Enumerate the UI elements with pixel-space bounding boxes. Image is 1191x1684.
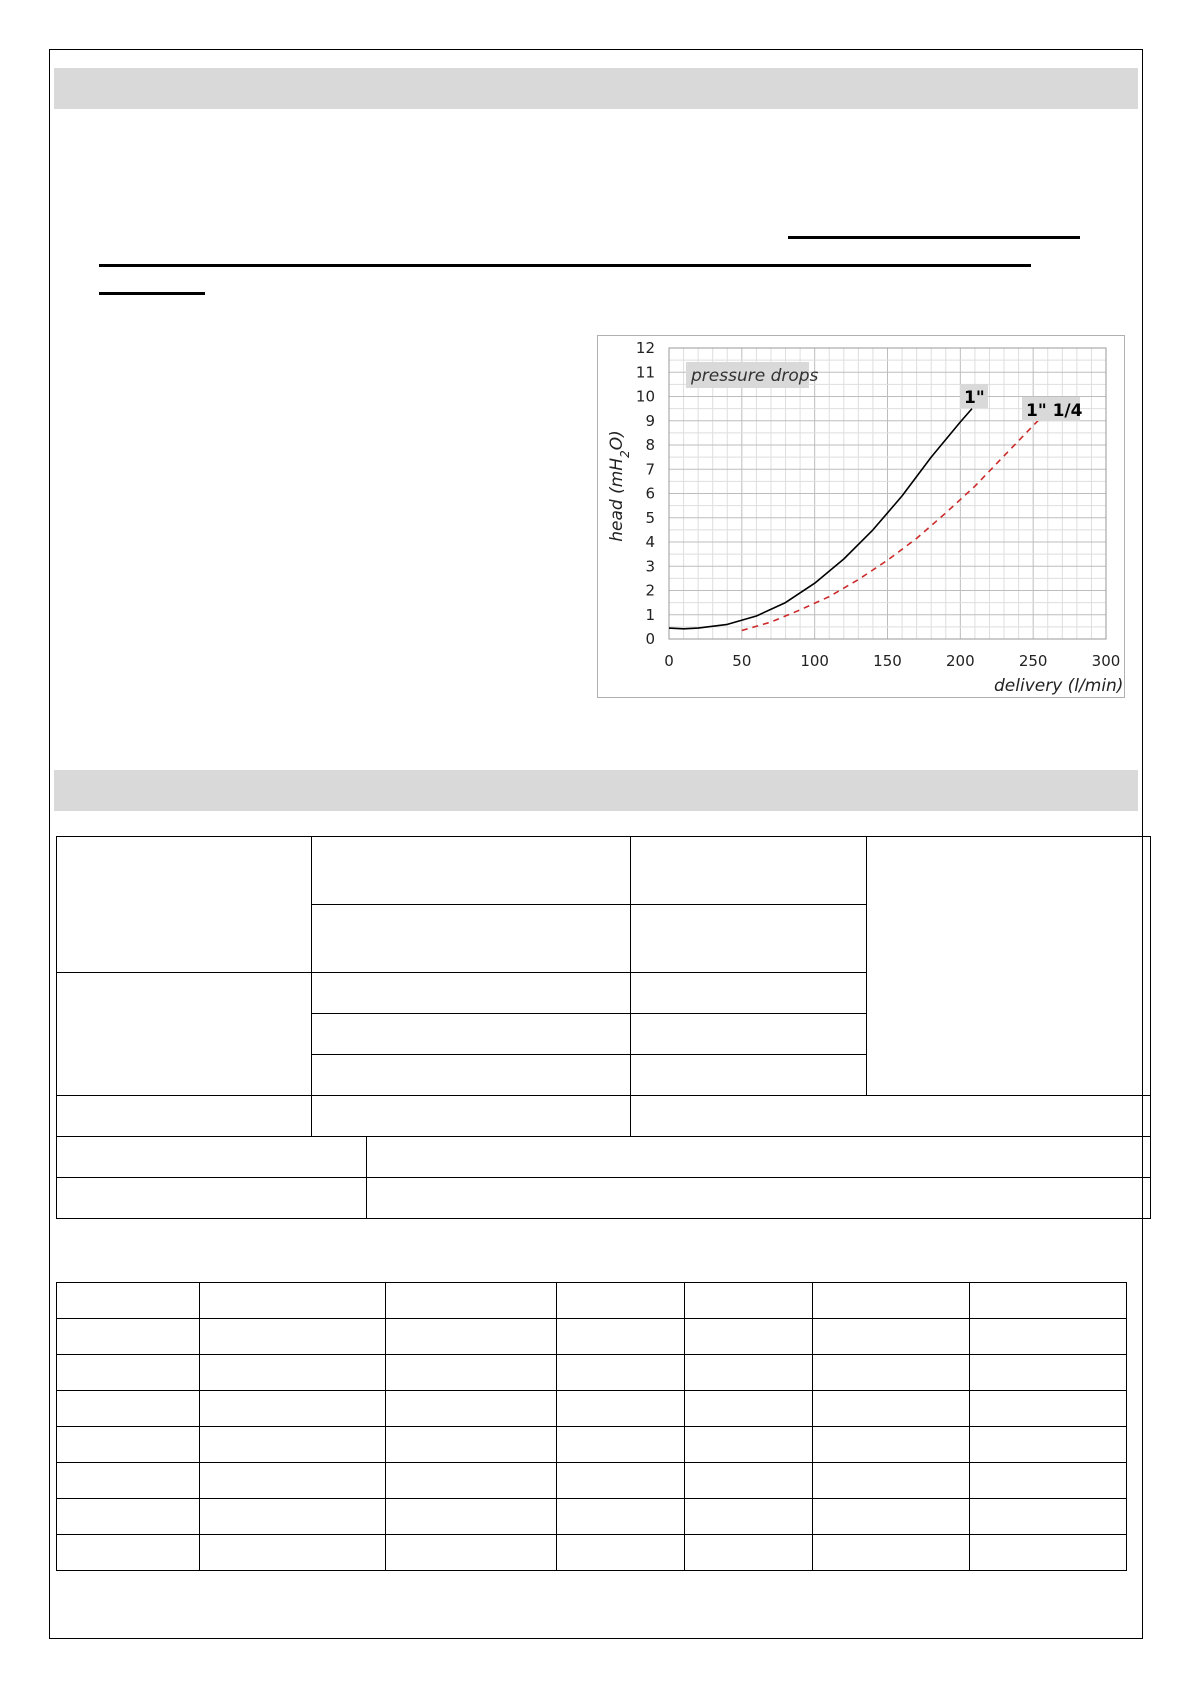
x-tick-label: 100 <box>800 652 829 670</box>
table-cell <box>57 1391 200 1427</box>
table-cell <box>386 1319 557 1355</box>
spec-cell-r2-c2 <box>311 904 631 973</box>
series-line-1-inch <box>669 409 972 629</box>
table-cell <box>557 1427 685 1463</box>
table-cell <box>57 1283 200 1319</box>
table-cell <box>685 1427 813 1463</box>
table-cell <box>200 1427 386 1463</box>
chart-svg <box>598 336 1124 697</box>
table-cell <box>200 1391 386 1427</box>
table-cell <box>557 1283 685 1319</box>
table-cell <box>685 1499 813 1535</box>
table-row <box>57 1355 1127 1391</box>
table-cell <box>557 1535 685 1571</box>
underline-rule-1 <box>788 236 1080 239</box>
table-cell <box>813 1283 970 1319</box>
x-tick-label: 150 <box>873 652 902 670</box>
table-cell <box>685 1319 813 1355</box>
spec-cell-r6-c2 <box>311 1095 631 1137</box>
underline-rule-2 <box>99 264 1031 267</box>
spec-cell-r6-c3 <box>630 1095 1151 1137</box>
table-cell <box>200 1463 386 1499</box>
table-cell <box>813 1319 970 1355</box>
y-axis-label: head $(mH_2O)$ <box>607 430 632 542</box>
y-tick-label: 2 <box>645 581 655 600</box>
table-cell <box>200 1535 386 1571</box>
table-cell <box>685 1463 813 1499</box>
table-cell <box>200 1283 386 1319</box>
series-line-1-1-4-inch <box>742 418 1041 630</box>
spec-cell-r7-c1 <box>56 1136 367 1178</box>
table-cell <box>685 1283 813 1319</box>
table-cell <box>970 1427 1127 1463</box>
y-tick-label: 6 <box>645 484 655 503</box>
table-cell <box>200 1319 386 1355</box>
series-label-1-inch: 1" <box>964 388 985 408</box>
table-cell <box>970 1355 1127 1391</box>
table-row <box>57 1427 1127 1463</box>
y-tick-label: 4 <box>645 533 655 551</box>
y-tick-label: 11 <box>635 363 655 382</box>
spec-cell-r2-c3 <box>630 904 867 973</box>
table-cell <box>386 1355 557 1391</box>
chart-series <box>669 409 1040 631</box>
table-cell <box>813 1427 970 1463</box>
table-cell <box>57 1319 200 1355</box>
spec-cell-r7-c2 <box>366 1136 1151 1178</box>
spec-cell-r1-c3 <box>630 836 867 905</box>
table-cell <box>386 1463 557 1499</box>
x-tick-label: 0 <box>664 652 674 670</box>
y-tick-label: 3 <box>645 557 655 576</box>
table-cell <box>386 1427 557 1463</box>
section-header-bar-top <box>54 68 1138 109</box>
underline-rule-3 <box>99 292 205 295</box>
table-row <box>57 1499 1127 1535</box>
spec-cell-r1-c4 <box>866 836 1151 1096</box>
table-cell <box>57 1499 200 1535</box>
table-row <box>57 1283 1127 1319</box>
pressure-drop-chart <box>597 335 1125 698</box>
table-cell <box>386 1391 557 1427</box>
table-cell <box>557 1463 685 1499</box>
y-tick-label: 0 <box>645 630 655 648</box>
table-row <box>57 1391 1127 1427</box>
table-cell <box>57 1463 200 1499</box>
table-cell <box>200 1355 386 1391</box>
table-cell <box>685 1391 813 1427</box>
x-tick-label: 200 <box>946 652 975 670</box>
table-cell <box>557 1391 685 1427</box>
table-cell <box>200 1499 386 1535</box>
spec-cell-r1-c1 <box>56 836 312 973</box>
table-cell <box>813 1355 970 1391</box>
table-cell <box>970 1463 1127 1499</box>
table-cell <box>970 1283 1127 1319</box>
spec-cell-r5-c2 <box>311 1054 631 1096</box>
table-cell <box>386 1499 557 1535</box>
spec-cell-r3-c1 <box>56 972 312 1096</box>
series-label-1-1-4-inch: 1" 1/4 <box>1026 401 1083 421</box>
spec-cell-r4-c2 <box>311 1013 631 1055</box>
table-cell <box>685 1355 813 1391</box>
table-cell <box>813 1535 970 1571</box>
table-cell <box>557 1499 685 1535</box>
section-header-bar-bottom <box>54 770 1138 811</box>
x-tick-label: 300 <box>1091 652 1121 670</box>
spec-cell-r6-c1 <box>56 1095 312 1137</box>
table-cell <box>970 1535 1127 1571</box>
table-cell <box>970 1391 1127 1427</box>
spec-cell-r3-c3 <box>630 972 867 1014</box>
x-axis-label: delivery (l/min) <box>994 676 1124 696</box>
data-grid-table <box>56 1282 1127 1571</box>
table-cell <box>386 1283 557 1319</box>
table-cell <box>557 1355 685 1391</box>
y-tick-label: 5 <box>645 508 655 527</box>
table-cell <box>386 1535 557 1571</box>
table-cell <box>57 1535 200 1571</box>
table-row <box>57 1319 1127 1355</box>
table-cell <box>685 1535 813 1571</box>
y-tick-label: 12 <box>635 339 655 357</box>
table-cell <box>57 1427 200 1463</box>
table-cell <box>813 1463 970 1499</box>
y-tick-label: 9 <box>645 411 655 430</box>
table-cell <box>813 1391 970 1427</box>
spec-cell-r8-c2 <box>366 1177 1151 1219</box>
x-tick-label: 250 <box>1018 652 1048 670</box>
spec-cell-r1-c2 <box>311 836 631 905</box>
spec-cell-r5-c3 <box>630 1054 867 1096</box>
table-cell <box>970 1319 1127 1355</box>
table-row <box>57 1463 1127 1499</box>
data-grid-body <box>57 1283 1127 1571</box>
table-cell <box>57 1355 200 1391</box>
table-cell <box>557 1319 685 1355</box>
spec-cell-r8-c1 <box>56 1177 367 1219</box>
table-cell <box>970 1499 1127 1535</box>
y-tick-label: 7 <box>645 460 655 479</box>
spec-cell-r3-c2 <box>311 972 631 1014</box>
chart-title: pressure drops <box>691 366 819 386</box>
y-tick-label: 1 <box>645 605 655 624</box>
table-cell <box>813 1499 970 1535</box>
table-row <box>57 1535 1127 1571</box>
x-tick-label: 50 <box>732 652 752 670</box>
chart-grid <box>669 348 1106 639</box>
y-tick-label: 8 <box>645 436 655 454</box>
spec-cell-r4-c3 <box>630 1013 867 1055</box>
y-tick-label: 10 <box>635 387 655 406</box>
